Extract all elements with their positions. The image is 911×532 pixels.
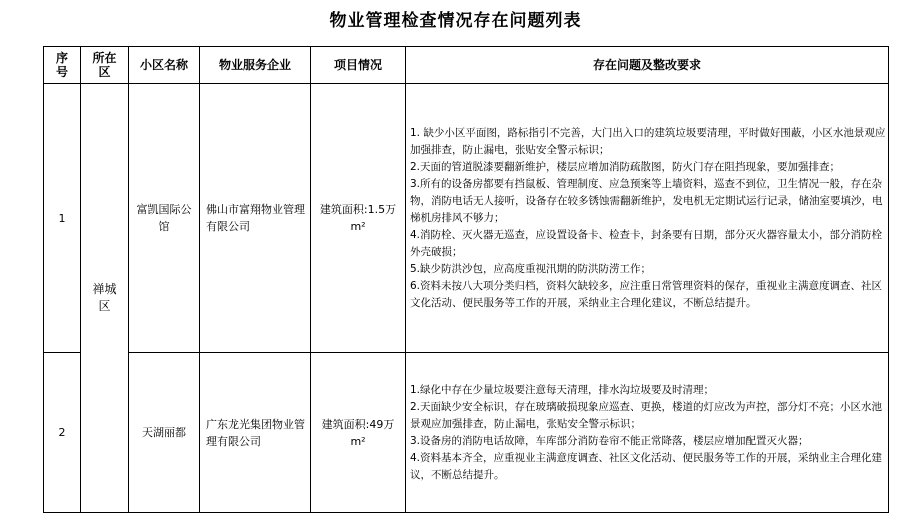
row-company: 佛山市富翔物业管理有限公司 xyxy=(200,84,311,353)
district-cell: 禅城区 xyxy=(81,84,129,513)
page-title: 物业管理检查情况存在问题列表 xyxy=(329,11,582,31)
issue-item: 2.天面缺少安全标识，存在玻璃破损现象应巡查、更换，楼道的灯应改为声控，部分灯不亮；小区水池景观应加强排查，防止漏电，张贴安全警示标识； xyxy=(410,400,883,430)
row-seq: 2 xyxy=(44,353,81,513)
issue-item: 3.所有的设备房都要有挡鼠板、管理制度、应急预案等上墙资料，巡查不到位，卫生情况一般，存在杂物，消防电话无人接听，设备存在较多锈蚀需翻新维护，发电机无定期试运行记录，储油室要填沙，电梯机房排风不够力； xyxy=(410,177,883,224)
row-issues xyxy=(406,353,889,513)
header-community: 小区名称 xyxy=(129,47,200,84)
issue-item: 1.绿化中存在少量垃圾要注意每天清理，排水沟垃圾要及时清理； xyxy=(410,383,715,396)
issue-item: 4.资料基本齐全，应重视业主满意度调查、社区文化活动、便民服务等工作的开展，采纳业主合理化建议，不断总结提升。 xyxy=(410,451,883,481)
header-issues: 存在问题及整改要求 xyxy=(406,47,889,84)
row-community: 富凯国际公馆 xyxy=(129,84,200,353)
inspection-table xyxy=(43,46,889,513)
header-district: 所在区 xyxy=(81,47,129,84)
table-row xyxy=(44,353,889,513)
header-company: 物业服务企业 xyxy=(200,47,311,84)
row-seq: 1 xyxy=(44,84,81,353)
table-row xyxy=(44,84,889,353)
header-seq: 序号 xyxy=(44,47,81,84)
issue-item: 4.消防栓、灭火器无巡查，应设置设备卡、检查卡，封条要有日期，部分灭火器容量太小，部分消防栓外壳破损； xyxy=(410,228,883,258)
issue-item: 5.缺少防洪沙包，应高度重视汛期的防洪防涝工作； xyxy=(410,262,652,275)
issue-item: 2.天面的管道脱漆要翻新维护，楼层应增加消防疏散图，防火门存在阻挡现象，要加强排查； xyxy=(410,160,841,173)
row-issues xyxy=(406,84,889,353)
row-community: 天湖丽都 xyxy=(129,353,200,513)
row-project: 建筑面积:1.5万m² xyxy=(311,84,406,353)
header-row xyxy=(44,47,889,84)
header-project: 项目情况 xyxy=(311,47,406,84)
issue-item: 3.设备房的消防电话故障，车库部分消防卷帘不能正常降落，楼层应增加配置灭火器； xyxy=(410,434,809,447)
issue-item: 1. 缺少小区平面图，路标指引不完善，大门出入口的建筑垃圾要清理，平时做好围蔽，小区水池景观应加强排查，防止漏电，张贴安全警示标识； xyxy=(410,126,886,156)
row-project: 建筑面积:49万m² xyxy=(311,353,406,513)
issue-item: 6.资料未按八大项分类归档，资料欠缺较多，应注重日常管理资料的保存，重视业主满意度调查、社区文化活动、便民服务等工作的开展，采纳业主合理化建议，不断总结提升。 xyxy=(410,279,883,309)
row-company: 广东龙光集团物业管理有限公司 xyxy=(200,353,311,513)
